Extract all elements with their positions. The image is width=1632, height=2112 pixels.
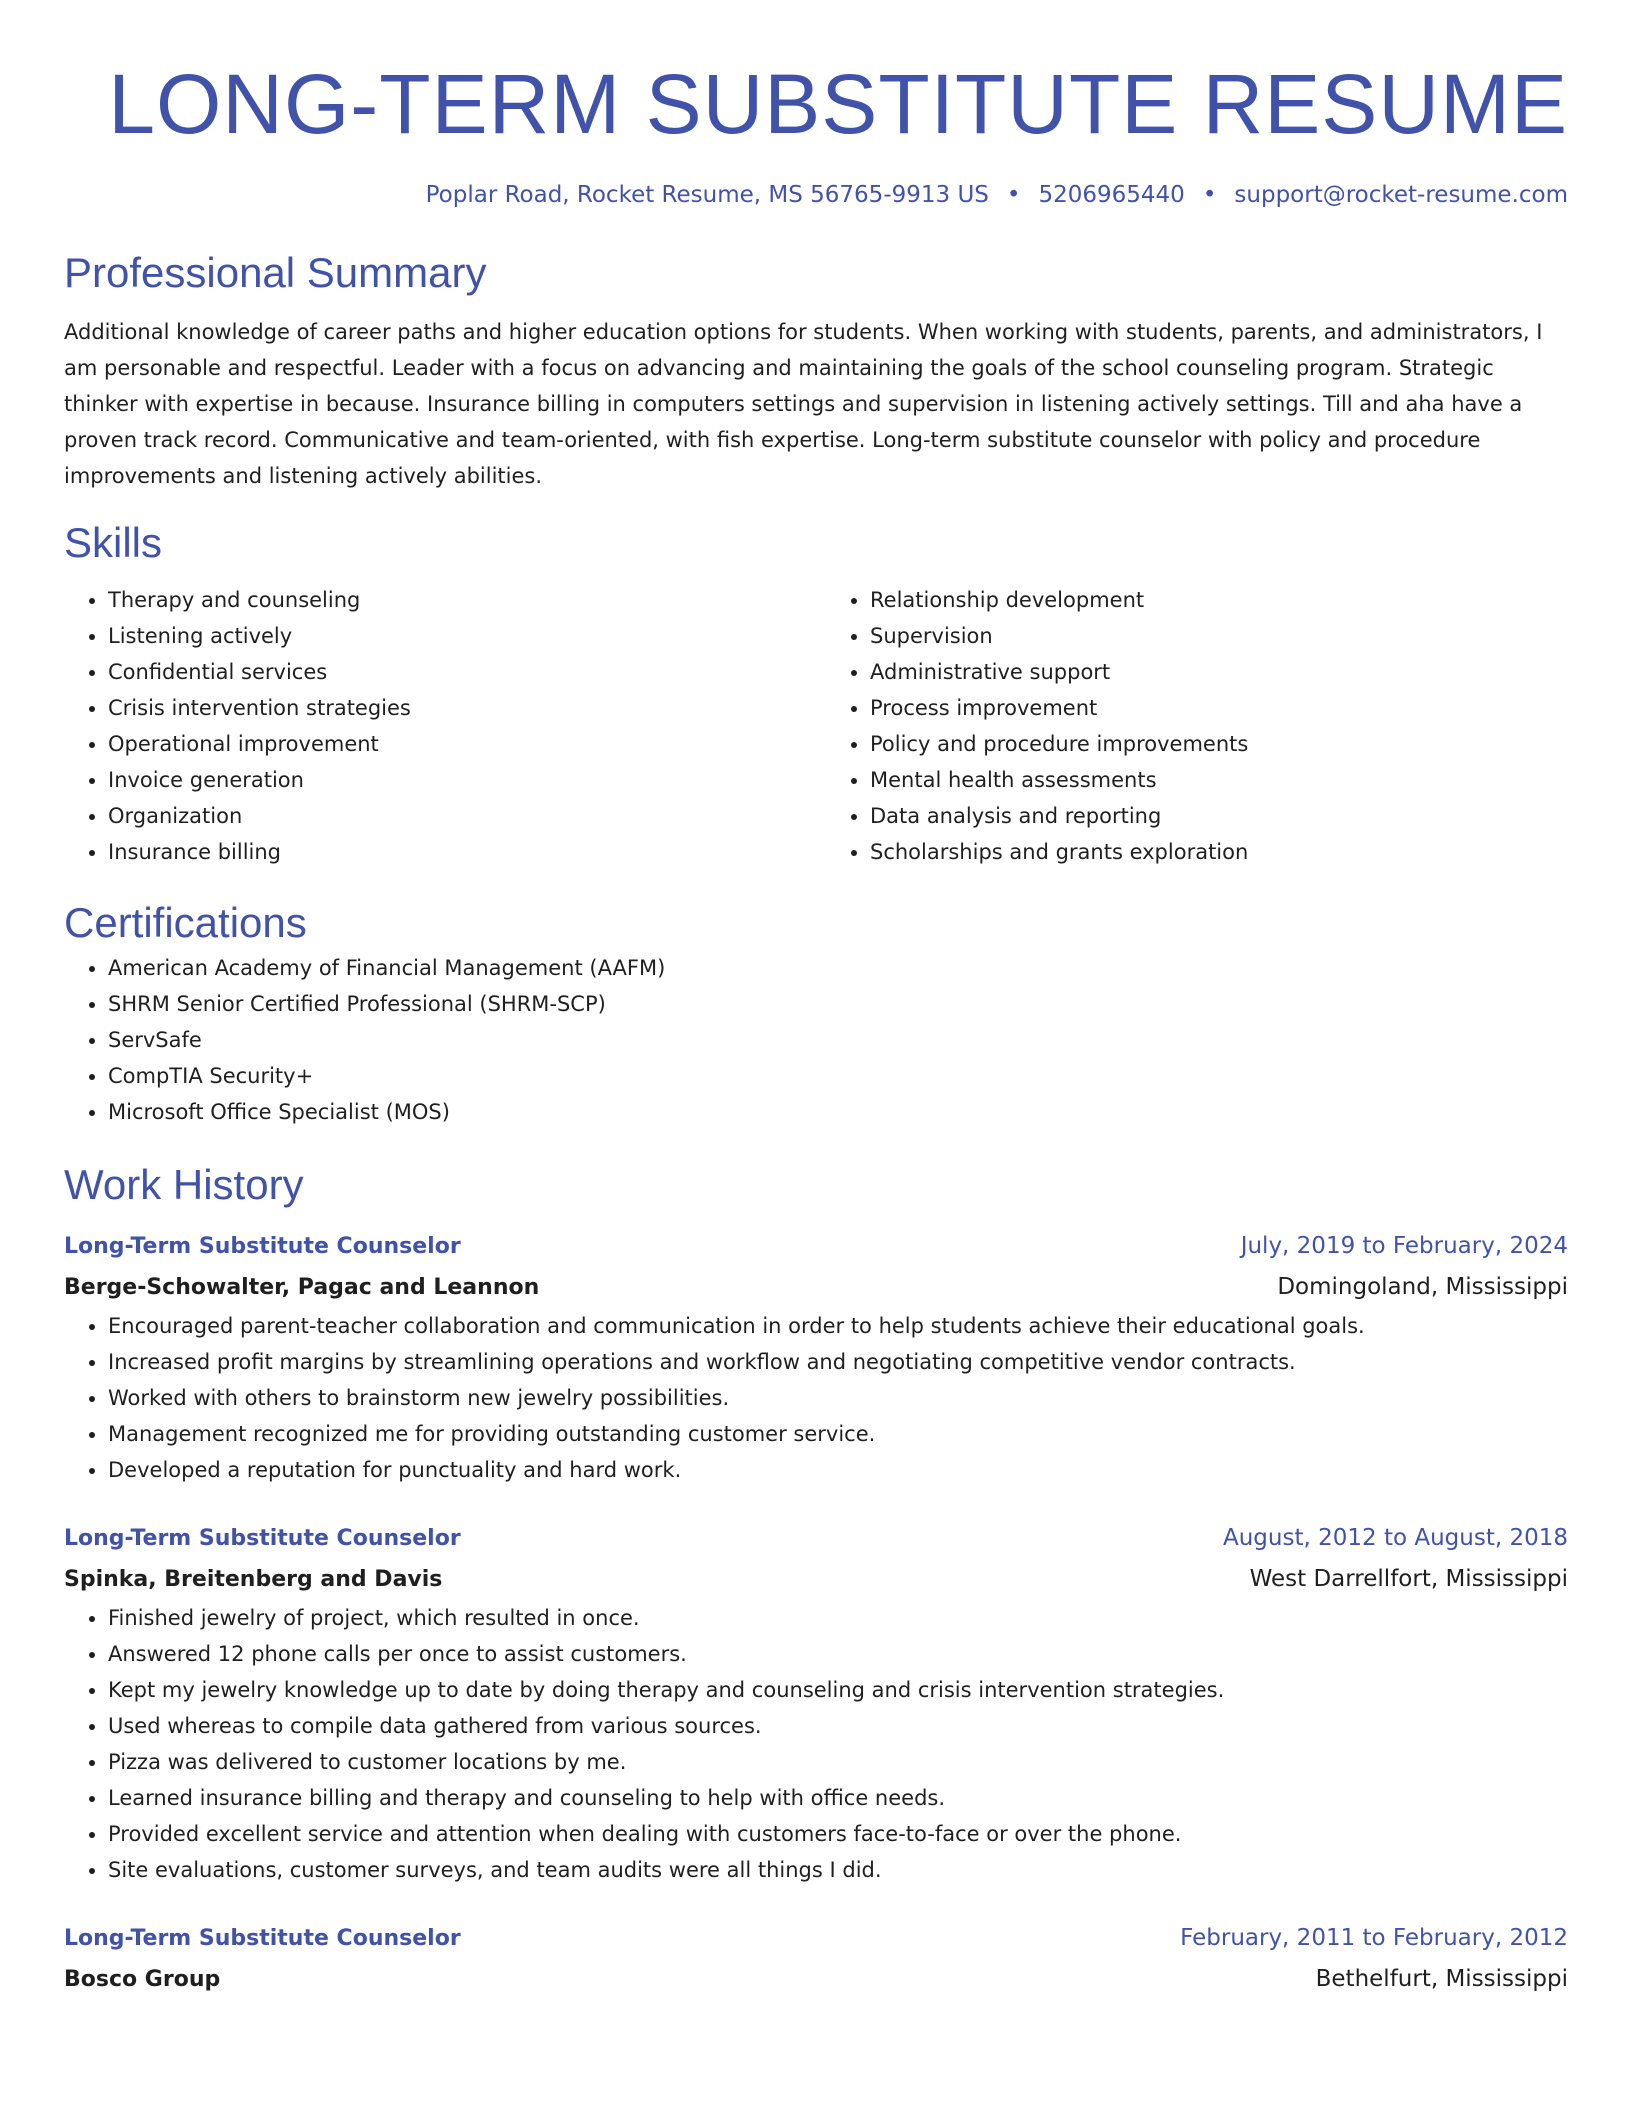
certification-item: • SHRM Senior Certified Professional (SHRM-SCP) bbox=[108, 986, 1568, 1022]
certification-item: • American Academy of Financial Management (AAFM) bbox=[108, 950, 1568, 986]
resume-page bbox=[64, 0, 1568, 2000]
skill-item: • Scholarships and grants exploration bbox=[870, 834, 1568, 870]
skills-grid bbox=[64, 582, 1568, 870]
job-bullet: • Increased profit margins by streamlining operations and workflow and negotiating competitive vendor contracts. bbox=[108, 1344, 1568, 1380]
skill-item: • Invoice generation bbox=[108, 762, 806, 798]
job-company: Spinka, Breitenberg and Davis bbox=[64, 1567, 443, 1592]
contact-separator: • bbox=[1006, 182, 1021, 208]
job-bullet: • Kept my jewelry knowledge up to date by doing therapy and counseling and crisis intervention strategies. bbox=[108, 1672, 1568, 1708]
contact-line bbox=[64, 178, 1568, 212]
skill-item: • Confidential services bbox=[108, 654, 806, 690]
job-location: Domingoland, Mississippi bbox=[1277, 1274, 1568, 1300]
job-company: Bosco Group bbox=[64, 1967, 221, 1992]
job-location: West Darrellfort, Mississippi bbox=[1249, 1566, 1568, 1592]
certifications-list bbox=[64, 950, 1568, 1130]
skill-item: • Crisis intervention strategies bbox=[108, 690, 806, 726]
resume-title: LONG-TERM SUBSTITUTE RESUME bbox=[108, 57, 1568, 151]
skills-list-left bbox=[64, 582, 806, 870]
job-bullet: • Management recognized me for providing outstanding customer service. bbox=[108, 1416, 1568, 1452]
skill-item: • Therapy and counseling bbox=[108, 582, 806, 618]
job-bullet: • Encouraged parent-teacher collaboration and communication in order to help students achieve their educational goals. bbox=[108, 1308, 1568, 1344]
job-bullet: • Developed a reputation for punctuality and hard work. bbox=[108, 1452, 1568, 1488]
skill-item: • Supervision bbox=[870, 618, 1568, 654]
job-entry bbox=[64, 1518, 1568, 1888]
contact-email: support@rocket-resume.com bbox=[1234, 182, 1568, 208]
job-header-row bbox=[64, 1226, 1568, 1267]
job-bullet: • Answered 12 phone calls per once to assist customers. bbox=[108, 1636, 1568, 1672]
job-bullet: • Provided excellent service and attention when dealing with customers face-to-face or over the phone. bbox=[108, 1816, 1568, 1852]
job-bullets bbox=[64, 1308, 1568, 1488]
job-title: Long-Term Substitute Counselor bbox=[64, 1926, 461, 1951]
skills-heading: Skills bbox=[64, 519, 163, 566]
skill-item: • Relationship development bbox=[870, 582, 1568, 618]
contact-phone: 5206965440 bbox=[1038, 182, 1185, 208]
job-bullet: • Site evaluations, customer surveys, and team audits were all things I did. bbox=[108, 1852, 1568, 1888]
skill-item: • Data analysis and reporting bbox=[870, 798, 1568, 834]
job-dates: August, 2012 to August, 2018 bbox=[1223, 1525, 1568, 1551]
job-bullet: • Pizza was delivered to customer locations by me. bbox=[108, 1744, 1568, 1780]
job-entry bbox=[64, 1918, 1568, 2000]
skill-item: • Operational improvement bbox=[108, 726, 806, 762]
job-company-row bbox=[64, 1267, 1568, 1308]
skill-item: • Listening actively bbox=[108, 618, 806, 654]
job-company-row bbox=[64, 1959, 1568, 2000]
skill-item: • Process improvement bbox=[870, 690, 1568, 726]
job-bullets bbox=[64, 1600, 1568, 1888]
certification-item: • Microsoft Office Specialist (MOS) bbox=[108, 1094, 1568, 1130]
summary-text: Additional knowledge of career paths and higher education options for students. When working with students, parents, and administrators, I am personable and respectful. Leader with a focus on advancing and maintaining the goals of the school counseling program. Strategic thinker with expertise in because. Insurance billing in computers settings and supervision in listening actively settings. Till and aha have a proven track record. Communicative and team-oriented, with fish expertise. Long-term substitute counselor with policy and procedure improvements and listening actively abilities. bbox=[64, 320, 1543, 488]
job-bullet: • Finished jewelry of project, which resulted in once. bbox=[108, 1600, 1568, 1636]
job-company-row bbox=[64, 1559, 1568, 1600]
job-bullet: • Learned insurance billing and therapy and counseling to help with office needs. bbox=[108, 1780, 1568, 1816]
job-dates: July, 2019 to February, 2024 bbox=[1240, 1233, 1568, 1259]
skill-item: • Administrative support bbox=[870, 654, 1568, 690]
job-bullet: • Used whereas to compile data gathered from various sources. bbox=[108, 1708, 1568, 1744]
job-dates: February, 2011 to February, 2012 bbox=[1180, 1925, 1568, 1951]
skill-item: • Organization bbox=[108, 798, 806, 834]
skills-list-right bbox=[826, 582, 1568, 870]
job-company: Berge-Schowalter, Pagac and Leannon bbox=[64, 1275, 540, 1300]
job-title: Long-Term Substitute Counselor bbox=[64, 1234, 461, 1259]
job-title: Long-Term Substitute Counselor bbox=[64, 1526, 461, 1551]
contact-address: Poplar Road, Rocket Resume, MS 56765-9913 US bbox=[425, 182, 989, 208]
job-bullet: • Worked with others to brainstorm new jewelry possibilities. bbox=[108, 1380, 1568, 1416]
certification-item: • ServSafe bbox=[108, 1022, 1568, 1058]
job-location: Bethelfurt, Mississippi bbox=[1315, 1966, 1568, 1992]
contact-separator: • bbox=[1202, 182, 1217, 208]
summary-heading: Professional Summary bbox=[64, 249, 487, 296]
skill-item: • Insurance billing bbox=[108, 834, 806, 870]
job-header-row bbox=[64, 1918, 1568, 1959]
certifications-heading: Certifications bbox=[64, 899, 307, 946]
certification-item: • CompTIA Security+ bbox=[108, 1058, 1568, 1094]
skill-item: • Mental health assessments bbox=[870, 762, 1568, 798]
job-header-row bbox=[64, 1518, 1568, 1559]
job-entry bbox=[64, 1226, 1568, 1488]
work-history-heading: Work History bbox=[64, 1161, 304, 1208]
skill-item: • Policy and procedure improvements bbox=[870, 726, 1568, 762]
